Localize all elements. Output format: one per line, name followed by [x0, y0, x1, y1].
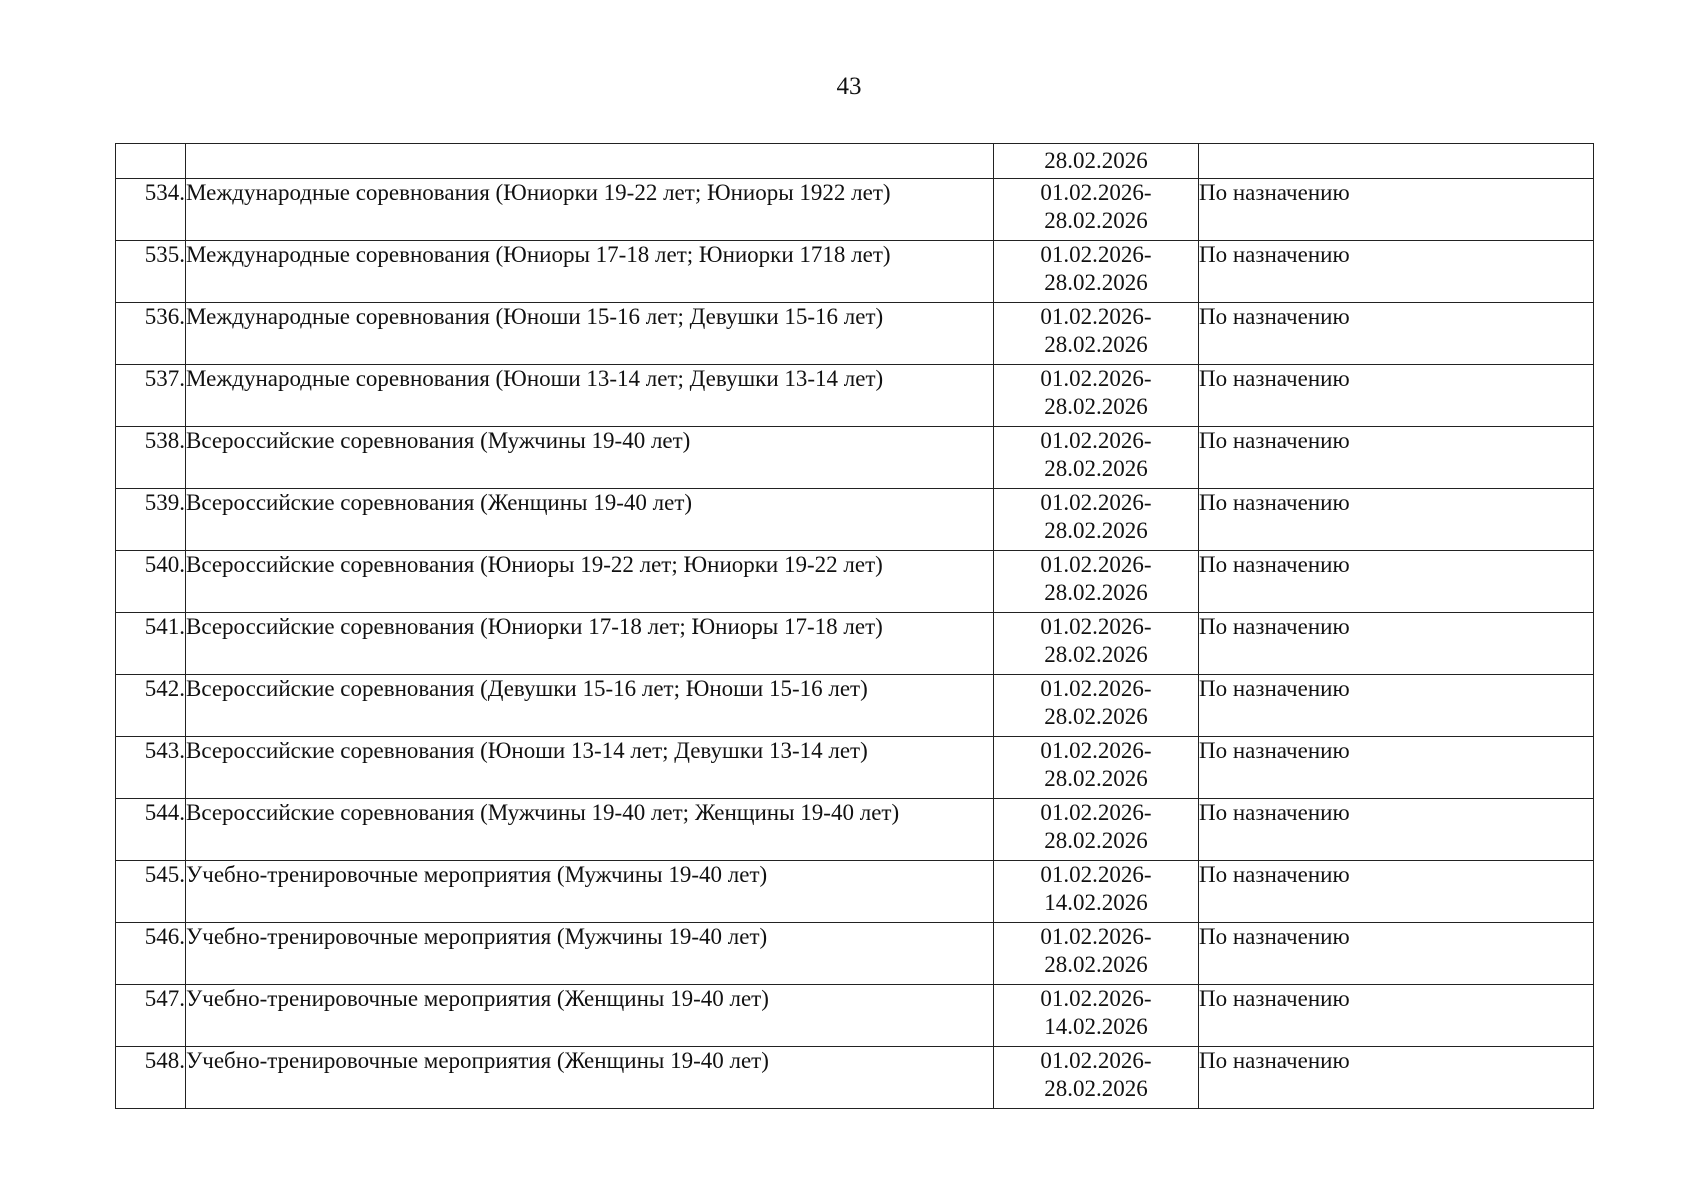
date-start: 01.02.2026- — [1040, 490, 1152, 515]
event-place: По назначению — [1199, 861, 1594, 923]
event-place: По назначению — [1199, 737, 1594, 799]
event-place: По назначению — [1199, 1047, 1594, 1109]
date-end: 28.02.2026 — [1044, 394, 1148, 419]
event-name: Всероссийские соревнования (Мужчины 19-40 лет; Женщины 19-40 лет) — [186, 799, 994, 861]
event-date-cell — [994, 303, 1199, 365]
event-place: По назначению — [1199, 985, 1594, 1047]
event-date-cell — [994, 737, 1199, 799]
event-date-cell — [994, 551, 1199, 613]
row-number-cell — [116, 144, 186, 179]
date-start: 01.02.2026- — [1040, 552, 1152, 577]
date-start: 01.02.2026- — [1040, 428, 1152, 453]
date-end: 28.02.2026 — [1044, 580, 1148, 605]
event-place: По назначению — [1199, 799, 1594, 861]
table-row — [116, 179, 1594, 241]
row-number: 536. — [116, 303, 186, 365]
event-date-cell — [994, 613, 1199, 675]
event-date-cell — [994, 365, 1199, 427]
row-number: 542. — [116, 675, 186, 737]
date-end: 28.02.2026 — [1044, 208, 1148, 233]
event-name: Всероссийские соревнования (Юниорки 17-18 лет; Юниоры 17-18 лет) — [186, 613, 994, 675]
table-row — [116, 799, 1594, 861]
event-place: По назначению — [1199, 551, 1594, 613]
events-table — [115, 143, 1594, 1109]
event-name: Всероссийские соревнования (Женщины 19-40 лет) — [186, 489, 994, 551]
date-start: 01.02.2026- — [1040, 1048, 1152, 1073]
date-end: 28.02.2026 — [1044, 704, 1148, 729]
row-number: 543. — [116, 737, 186, 799]
event-date-cell — [994, 144, 1199, 179]
row-number: 546. — [116, 923, 186, 985]
event-name: Всероссийские соревнования (Юниоры 19-22 лет; Юниорки 19-22 лет) — [186, 551, 994, 613]
date-start: 01.02.2026- — [1040, 242, 1152, 267]
row-number: 537. — [116, 365, 186, 427]
date-end: 28.02.2026 — [1044, 828, 1148, 853]
table-row — [116, 861, 1594, 923]
event-name: Учебно-тренировочные мероприятия (Женщины 19-40 лет) — [186, 1047, 994, 1109]
table-row-continuation — [116, 144, 1594, 179]
table-row — [116, 365, 1594, 427]
table-row — [116, 985, 1594, 1047]
row-number: 544. — [116, 799, 186, 861]
date-start: 01.02.2026- — [1040, 676, 1152, 701]
table-row — [116, 489, 1594, 551]
event-name: Всероссийские соревнования (Мужчины 19-40 лет) — [186, 427, 994, 489]
event-name: Международные соревнования (Юниоры 17-18 лет; Юниорки 1718 лет) — [186, 241, 994, 303]
event-name: Всероссийские соревнования (Девушки 15-16 лет; Юноши 15-16 лет) — [186, 675, 994, 737]
row-number: 547. — [116, 985, 186, 1047]
event-name: Учебно-тренировочные мероприятия (Мужчины 19-40 лет) — [186, 923, 994, 985]
date-start: 01.02.2026- — [1040, 924, 1152, 949]
event-date-cell — [994, 179, 1199, 241]
event-date-cell — [994, 923, 1199, 985]
row-number: 545. — [116, 861, 186, 923]
date-end: 28.02.2026 — [1044, 642, 1148, 667]
page-number: 43 — [836, 73, 862, 100]
row-number: 534. — [116, 179, 186, 241]
event-place: По назначению — [1199, 303, 1594, 365]
event-name: Учебно-тренировочные мероприятия (Женщины 19-40 лет) — [186, 985, 994, 1047]
table-row — [116, 737, 1594, 799]
event-date-cell — [994, 799, 1199, 861]
event-place: По назначению — [1199, 179, 1594, 241]
date-end: 28.02.2026 — [1044, 952, 1148, 977]
table-row — [116, 1047, 1594, 1109]
event-name: Всероссийские соревнования (Юноши 13-14 лет; Девушки 13-14 лет) — [186, 737, 994, 799]
date-end: 28.02.2026 — [1044, 1076, 1148, 1101]
event-place: По назначению — [1199, 489, 1594, 551]
table-row — [116, 241, 1594, 303]
date-end: 28.02.2026 — [1044, 148, 1148, 173]
date-start: 01.02.2026- — [1040, 180, 1152, 205]
table-row — [116, 613, 1594, 675]
row-number: 548. — [116, 1047, 186, 1109]
event-place: По назначению — [1199, 613, 1594, 675]
table-row — [116, 675, 1594, 737]
event-date-cell — [994, 1047, 1199, 1109]
event-name: Учебно-тренировочные мероприятия (Мужчины 19-40 лет) — [186, 861, 994, 923]
event-place: По назначению — [1199, 365, 1594, 427]
row-number: 541. — [116, 613, 186, 675]
date-end: 14.02.2026 — [1044, 1014, 1148, 1039]
event-name: Международные соревнования (Юноши 13-14 лет; Девушки 13-14 лет) — [186, 365, 994, 427]
event-place-cell — [1199, 144, 1594, 179]
event-date-cell — [994, 675, 1199, 737]
event-name-cell — [186, 144, 994, 179]
table-row — [116, 923, 1594, 985]
event-place: По назначению — [1199, 923, 1594, 985]
event-place: По назначению — [1199, 427, 1594, 489]
date-end: 28.02.2026 — [1044, 456, 1148, 481]
table-row — [116, 303, 1594, 365]
event-date-cell — [994, 489, 1199, 551]
event-date-cell — [994, 427, 1199, 489]
row-number: 535. — [116, 241, 186, 303]
table-row — [116, 427, 1594, 489]
event-place: По назначению — [1199, 675, 1594, 737]
date-start: 01.02.2026- — [1040, 738, 1152, 763]
date-start: 01.02.2026- — [1040, 800, 1152, 825]
date-start: 01.02.2026- — [1040, 614, 1152, 639]
date-end: 28.02.2026 — [1044, 332, 1148, 357]
date-end: 28.02.2026 — [1044, 270, 1148, 295]
row-number: 539. — [116, 489, 186, 551]
event-date-cell — [994, 985, 1199, 1047]
events-table-body — [116, 144, 1594, 1109]
table-row — [116, 551, 1594, 613]
date-start: 01.02.2026- — [1040, 366, 1152, 391]
event-date-cell — [994, 861, 1199, 923]
event-name: Международные соревнования (Юниорки 19-22 лет; Юниоры 1922 лет) — [186, 179, 994, 241]
date-start: 01.02.2026- — [1040, 986, 1152, 1011]
date-end: 14.02.2026 — [1044, 890, 1148, 915]
date-end: 28.02.2026 — [1044, 766, 1148, 791]
event-date-cell — [994, 241, 1199, 303]
event-name: Международные соревнования (Юноши 15-16 лет; Девушки 15-16 лет) — [186, 303, 994, 365]
date-start: 01.02.2026- — [1040, 862, 1152, 887]
date-start: 01.02.2026- — [1040, 304, 1152, 329]
date-end: 28.02.2026 — [1044, 518, 1148, 543]
row-number: 538. — [116, 427, 186, 489]
row-number: 540. — [116, 551, 186, 613]
event-place: По назначению — [1199, 241, 1594, 303]
